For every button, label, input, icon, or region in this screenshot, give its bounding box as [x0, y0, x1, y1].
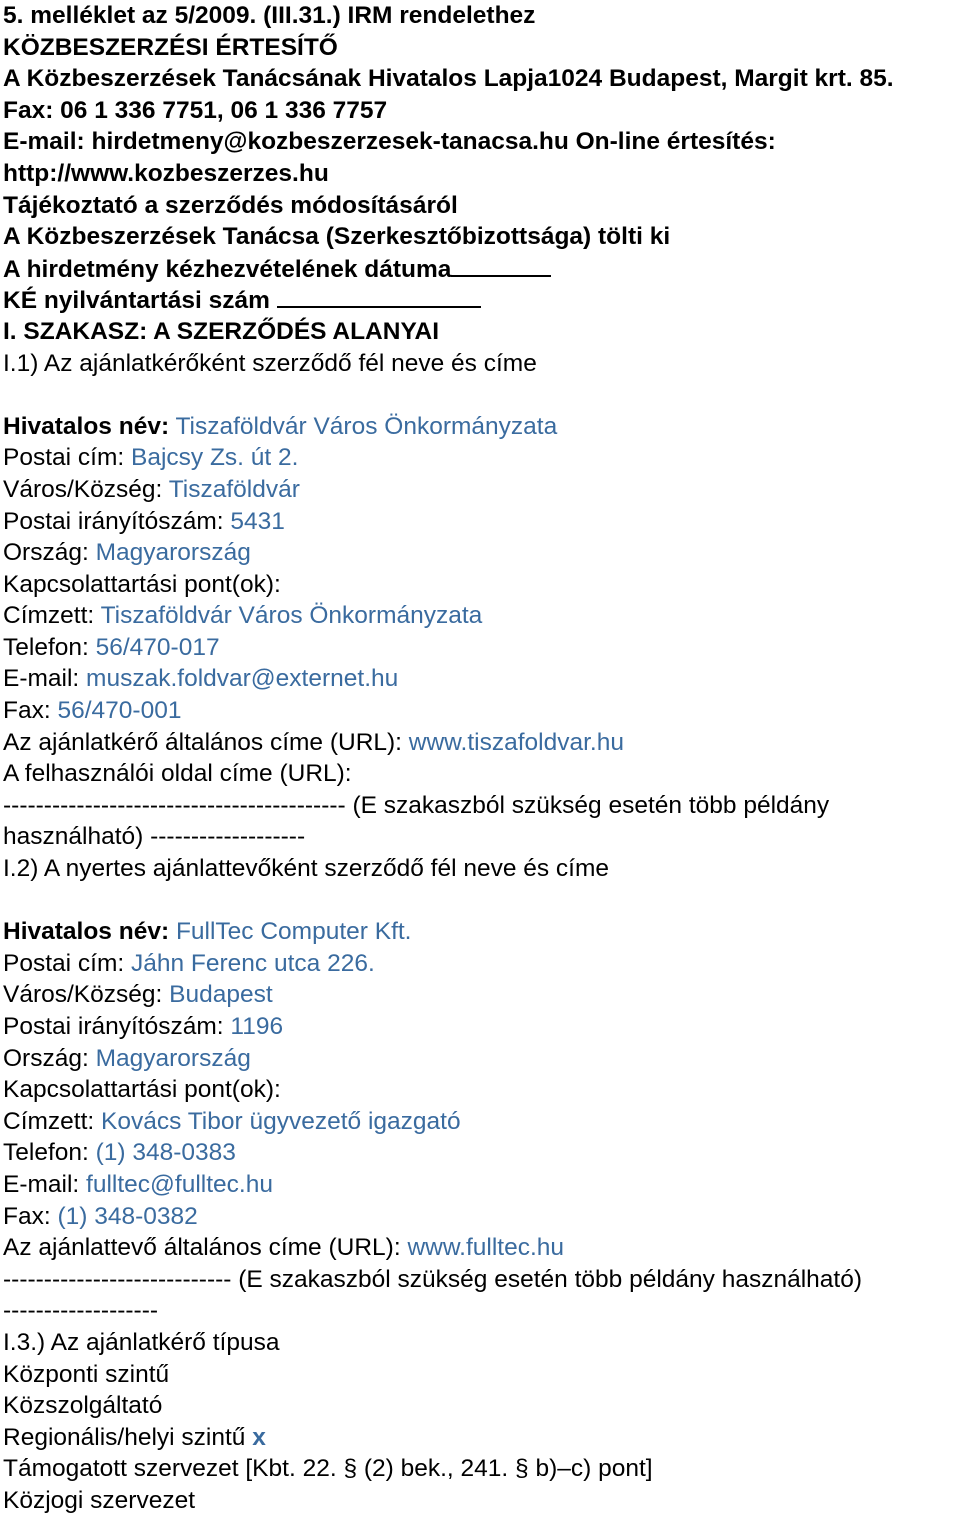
co-fax-label: Fax:	[3, 1202, 51, 1230]
publication-website: http://www.kozbeszerzes.hu	[3, 159, 329, 187]
receipt-date-blank	[451, 253, 551, 277]
co-name-value: FullTec Computer Kft.	[175, 918, 412, 946]
authority-type-central: Központi szintű	[3, 1360, 170, 1388]
co-country	[3, 1043, 955, 1075]
ca-fax-label: Fax:	[3, 697, 51, 725]
spacer	[3, 885, 955, 917]
ca-url-value: www.tiszafoldvar.hu	[408, 728, 624, 756]
co-phone-label: Telefon:	[3, 1139, 89, 1167]
receipt-date-label: A hirdetmény kézhezvételének dátuma	[3, 255, 452, 283]
document	[3, 0, 955, 1517]
publication-email: E-mail: hirdetmeny@kozbeszerzesek-tanacsa.hu On-line értesítés:	[3, 128, 776, 156]
co-recipient-label: Címzett:	[3, 1107, 95, 1135]
authority-type-public-service: Közszolgáltató	[3, 1392, 163, 1420]
notice-title: Tájékoztató a szerződés módosításáról	[3, 191, 458, 219]
authority-type-public-law: Közjogi szervezet	[3, 1486, 196, 1514]
co-official-name	[3, 916, 955, 948]
ca-email-value: muszak.foldvar@externet.hu	[86, 665, 399, 693]
publication-fax: Fax: 06 1 336 7751, 06 1 336 7757	[3, 96, 388, 124]
co-email-label: E-mail:	[3, 1170, 80, 1198]
registration-number-blank	[277, 284, 481, 308]
authority-type-regional	[3, 1422, 955, 1454]
ca-recipient-value: Tiszaföldvár Város Önkormányzata	[100, 602, 483, 630]
co-city	[3, 979, 955, 1011]
co-url	[3, 1232, 955, 1264]
co-url-label: Az ajánlattevő általános címe (URL):	[3, 1234, 401, 1262]
co-phone-value: (1) 348-0383	[95, 1139, 236, 1167]
contractor-heading: I.2) A nyertes ajánlattevőként szerződő fél neve és címe	[3, 855, 610, 883]
ca-official-name	[3, 411, 955, 443]
ca-city-value: Tiszaföldvár	[168, 475, 300, 503]
ca-phone-value: 56/470-017	[95, 633, 220, 661]
ca-separator-cont: használható) -------------------	[3, 823, 306, 851]
co-email-value: fulltec@fulltec.hu	[86, 1170, 273, 1198]
co-fax	[3, 1201, 955, 1233]
ca-address-label: Postai cím:	[3, 444, 125, 472]
ca-name-label: Hivatalos név:	[3, 412, 170, 440]
co-email	[3, 1169, 955, 1201]
ca-recipient	[3, 600, 955, 632]
authority-type-supported: Támogatott szervezet [Kbt. 22. § (2) bek., 241. § b)–c) pont]	[3, 1455, 653, 1483]
ca-country-label: Ország:	[3, 539, 89, 567]
co-separator: ---------------------------- (E szakaszból szükség esetén több példány használható)	[3, 1265, 863, 1293]
co-city-label: Város/Község:	[3, 981, 163, 1009]
co-recipient-value: Kovács Tibor ügyvezető igazgató	[101, 1107, 461, 1135]
co-name-label: Hivatalos név:	[3, 918, 170, 946]
publication-subtitle: A Közbeszerzések Tanácsának Hivatalos Lapja1024 Budapest, Margit krt. 85.	[3, 65, 894, 93]
ca-fax-value: 56/470-001	[57, 697, 182, 725]
co-recipient	[3, 1106, 955, 1138]
co-url-value: www.fulltec.hu	[407, 1234, 565, 1262]
co-zip	[3, 1011, 955, 1043]
co-phone	[3, 1137, 955, 1169]
ca-postal-address	[3, 442, 955, 474]
ca-country-value: Magyarország	[95, 539, 251, 567]
ca-zip	[3, 506, 955, 538]
ca-address-value: Bajcsy Zs. út 2.	[131, 444, 299, 472]
co-country-value: Magyarország	[95, 1044, 251, 1072]
ca-url-label: Az ajánlatkérő általános címe (URL):	[3, 728, 402, 756]
co-zip-value: 1196	[230, 1013, 284, 1040]
ca-contact-points: Kapcsolattartási pont(ok):	[3, 570, 281, 598]
selected-mark: x	[252, 1423, 266, 1451]
co-country-label: Ország:	[3, 1044, 89, 1072]
publication-title: KÖZBESZERZÉSI ÉRTESÍTŐ	[3, 33, 338, 61]
receipt-date-field	[3, 253, 955, 285]
annex-reference: 5. melléklet az 5/2009. (III.31.) IRM rendelethez	[3, 2, 536, 29]
ca-zip-label: Postai irányítószám:	[3, 507, 224, 535]
authority-type-regional-label: Regionális/helyi szintű	[3, 1423, 246, 1451]
section-1-heading: I. SZAKASZ: A SZERZŐDÉS ALANYAI	[3, 317, 440, 345]
editorial-note: A Közbeszerzések Tanácsa (Szerkesztőbizottsága) tölti ki	[3, 223, 671, 251]
co-contact-points: Kapcsolattartási pont(ok):	[3, 1076, 281, 1104]
ca-country	[3, 537, 955, 569]
co-zip-label: Postai irányítószám:	[3, 1013, 224, 1040]
ca-separator: ------------------------------------------ (E szakaszból szükség esetén több példány	[3, 791, 830, 819]
ca-phone	[3, 632, 955, 664]
ca-recipient-label: Címzett:	[3, 602, 95, 630]
contracting-authority-heading: I.1) Az ajánlatkérőként szerződő fél neve és címe	[3, 349, 537, 377]
ca-url	[3, 727, 955, 759]
co-postal-address	[3, 948, 955, 980]
ca-email	[3, 663, 955, 695]
co-city-value: Budapest	[169, 981, 273, 1009]
ca-buyer-profile-url: A felhasználói oldal címe (URL):	[3, 760, 352, 788]
co-separator-cont: -------------------	[3, 1297, 159, 1325]
ca-email-label: E-mail:	[3, 665, 80, 693]
co-fax-value: (1) 348-0382	[57, 1202, 198, 1230]
registration-number-label: KÉ nyilvántartási szám	[3, 287, 270, 315]
co-address-value: Jáhn Ferenc utca 226.	[131, 949, 375, 977]
ca-name-value: Tiszaföldvár Város Önkormányzata	[175, 412, 558, 440]
authority-type-heading: I.3.) Az ajánlatkérő típusa	[3, 1328, 280, 1356]
spacer	[3, 379, 955, 411]
co-address-label: Postai cím:	[3, 949, 125, 977]
ca-phone-label: Telefon:	[3, 633, 89, 661]
ca-fax	[3, 695, 955, 727]
registration-number-field	[3, 284, 955, 316]
ca-city-label: Város/Község:	[3, 475, 163, 503]
ca-city	[3, 474, 955, 506]
ca-zip-value: 5431	[230, 507, 285, 535]
